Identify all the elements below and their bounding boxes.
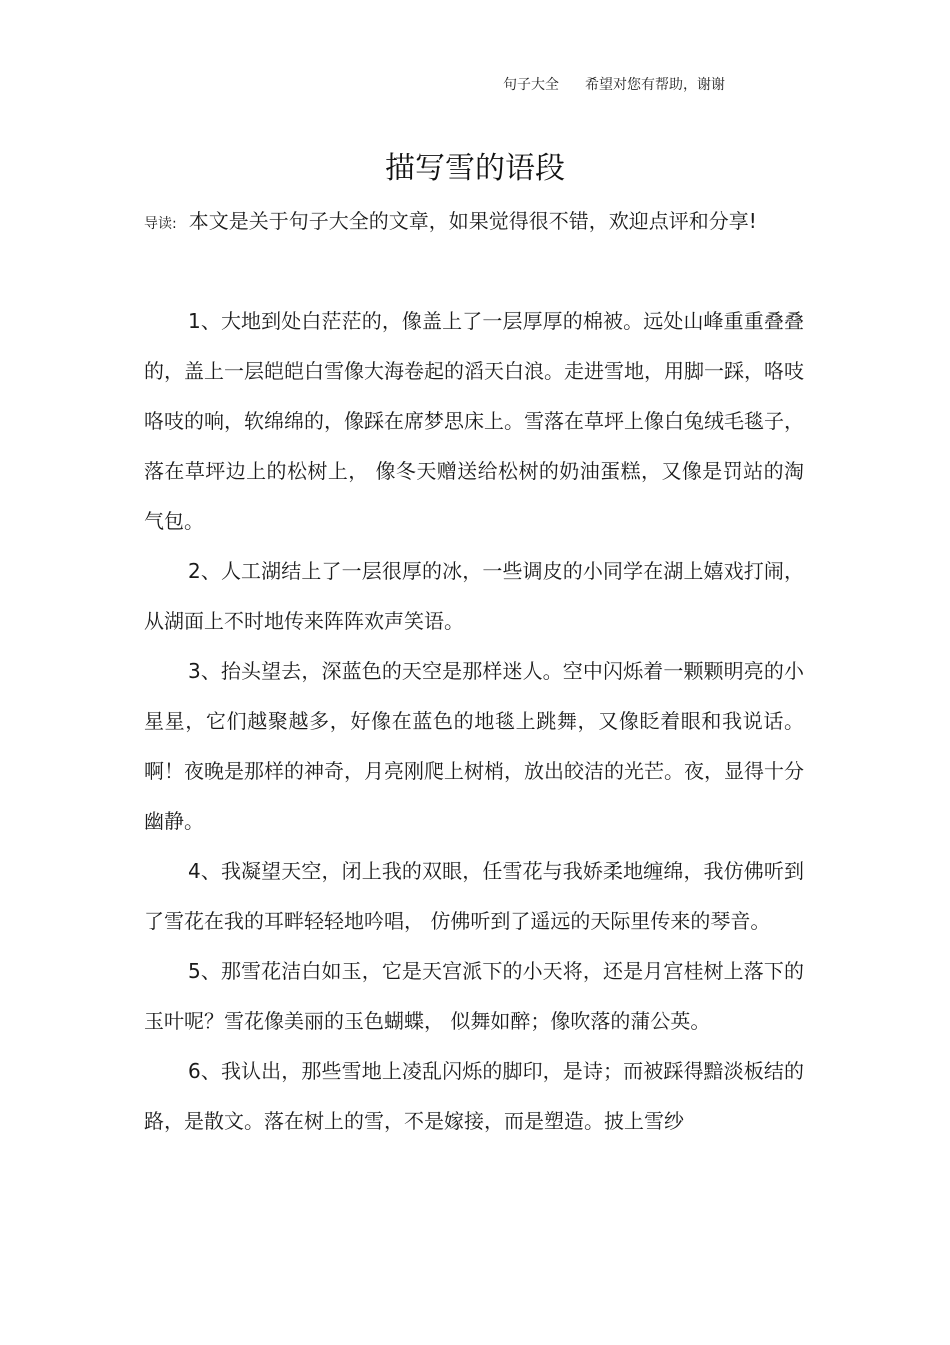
paragraph-5: 5、那雪花洁白如玉，它是天宫派下的小天将，还是月宫桂树上落下的玉叶呢？雪花像美丽的玉色蝴蝶， 似舞如醉；像吹落的蒲公英。	[144, 959, 804, 1033]
paragraph-2: 2、人工湖结上了一层很厚的冰，一些调皮的小同学在湖上嬉戏打闹，从湖面上不时地传来阵阵欢声笑语。	[144, 559, 804, 633]
page-header	[503, 74, 725, 94]
intro-text: 本文是关于句子大全的文章，如果觉得很不错，欢迎点评和分享!	[188, 209, 757, 233]
paragraph-6: 6、我认出，那些雪地上凌乱闪烁的脚印，是诗；而被踩得黯淡板结的路，是散文。落在树上的雪，不是嫁接，而是塑造。披上雪纱	[144, 1059, 804, 1133]
paragraph-4: 4、我凝望天空，闭上我的双眼，任雪花与我娇柔地缠绵，我仿佛听到了雪花在我的耳畔轻轻地吟唱， 仿佛听到了遥远的天际里传来的琴音。	[144, 859, 804, 933]
document-title: 描写雪的语段	[385, 151, 565, 186]
header-source: 句子大全	[503, 77, 559, 93]
document-body	[144, 196, 804, 1146]
intro-label: 导读:	[144, 216, 177, 232]
paragraph-3: 3、抬头望去，深蓝色的天空是那样迷人。空中闪烁着一颗颗明亮的小星星，它们越聚越多，好像在蓝色的地毯上跳舞，又像眨着眼和我说话。啊！夜晚是那样的神奇，月亮刚爬上树梢，放出皎洁的光芒。夜，显得十分幽静。	[144, 659, 804, 833]
intro-paragraph	[144, 196, 804, 296]
paragraph-1: 1、大地到处白茫茫的，像盖上了一层厚厚的棉被。远处山峰重重叠叠的，盖上一层皑皑白雪像大海卷起的滔天白浪。走进雪地，用脚一踩，咯吱咯吱的响，软绵绵的，像踩在席梦思床上。雪落在草坪上像白兔绒毛毯子， 落在草坪边上的松树上， 像冬天赠送给松树的奶油蛋糕，又像是罚站的淘气包。	[144, 309, 804, 533]
header-slogan: 希望对您有帮助，谢谢	[585, 77, 725, 93]
